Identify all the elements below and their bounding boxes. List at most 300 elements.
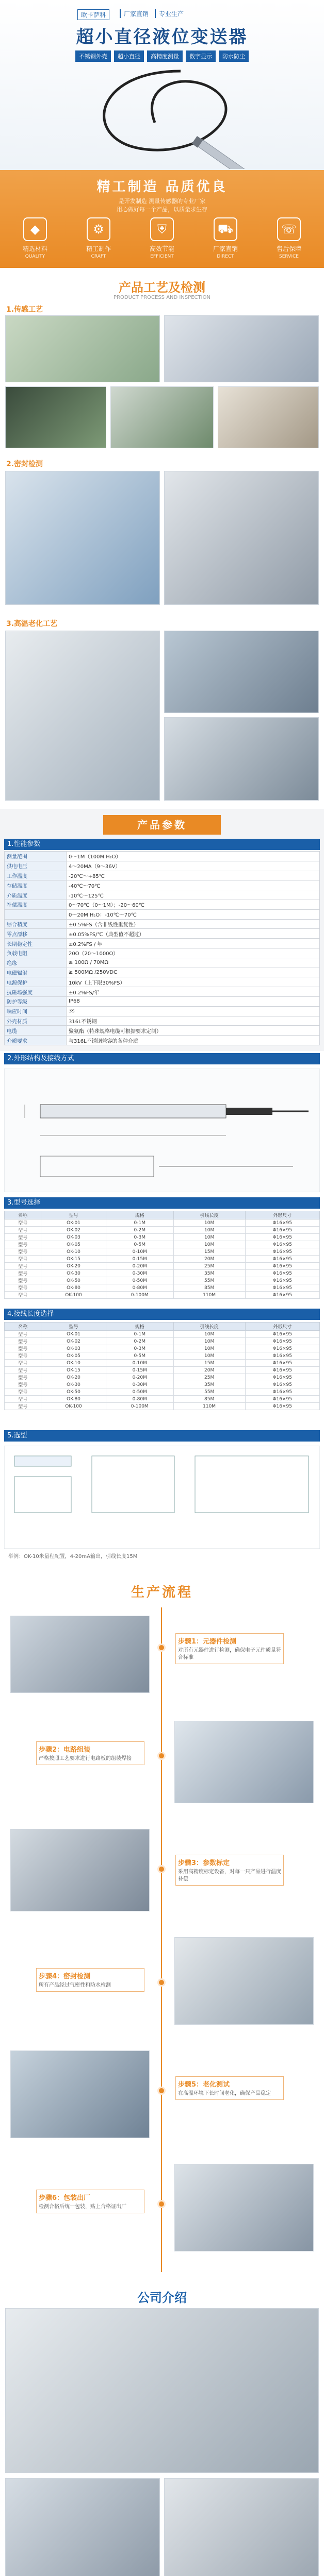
table-cell: OK-10	[41, 1360, 106, 1367]
table-row	[5, 1352, 320, 1360]
column-header: 规格	[106, 1211, 173, 1219]
table-cell: 型号	[5, 1331, 41, 1338]
table-row	[5, 1374, 320, 1381]
table-cell: 0-10M	[106, 1360, 173, 1367]
table-cell: 10M	[173, 1338, 245, 1345]
table-cell: 型号	[5, 1381, 41, 1388]
table-row	[5, 1403, 320, 1410]
table-cell: OK-03	[41, 1345, 106, 1352]
param-value: IP68	[67, 996, 320, 1006]
brand-tag: 欧卡萨科	[77, 9, 109, 20]
param-value: ≥ 100Ω / 70MΩ	[67, 958, 320, 968]
table-cell: Φ16×95	[245, 1219, 320, 1227]
param-row	[5, 890, 320, 900]
param-value: 聚氨酯（特殊规格电缆可根据要求定制）	[67, 1026, 320, 1036]
step-title: 步骤5：老化测试	[178, 2081, 230, 2089]
table-cell: 10M	[173, 1331, 245, 1338]
table-cell: OK-05	[41, 1352, 106, 1360]
table-cell: 0-50M	[106, 1388, 173, 1396]
param-key: 长期稳定性	[5, 939, 67, 948]
param-key: 测量范围	[5, 852, 67, 861]
headset-icon: ☏	[277, 217, 301, 241]
params-banner: 产品参数	[103, 815, 221, 835]
param-value: 与316L不锈钢兼容的各种介质	[67, 1036, 320, 1045]
table-cell: 型号	[5, 1263, 41, 1270]
table-cell: Φ16×95	[245, 1331, 320, 1338]
table-cell: Φ16×95	[245, 1234, 320, 1241]
column-header: 外形尺寸	[245, 1211, 320, 1219]
table-cell: 55M	[173, 1388, 245, 1396]
table-cell: 0-80M	[106, 1284, 173, 1292]
table-cell: Φ16×95	[245, 1248, 320, 1256]
param-value: ±0.05%FS/℃（典型值不超过）	[67, 929, 320, 939]
table-cell: 25M	[173, 1374, 245, 1381]
chip: 数字显示	[186, 50, 216, 62]
table-cell: OK-30	[41, 1270, 106, 1277]
param-key: 介质要求	[5, 1036, 67, 1045]
selection-header: 5.选型	[4, 1430, 320, 1442]
param-value: 0～20M H₂O：-10℃～70℃	[67, 909, 320, 919]
table-row	[5, 1219, 320, 1227]
table-cell: Φ16×95	[245, 1256, 320, 1263]
table-cell: OK-20	[41, 1374, 106, 1381]
table-cell: 0-30M	[106, 1270, 173, 1277]
param-value: 0～70℃（0～1M）；-20～60℃	[67, 900, 320, 909]
table-cell: Φ16×95	[245, 1367, 320, 1374]
table-cell: OK-30	[41, 1381, 106, 1388]
product-image	[62, 61, 268, 169]
param-value: 20Ω（20～1000Ω）	[67, 948, 320, 958]
table-cell: 型号	[5, 1248, 41, 1256]
param-value: ±0.2%FS/年	[67, 987, 320, 997]
process-photo	[164, 717, 319, 801]
stage-label: 1.传感工艺	[6, 306, 43, 314]
step-title: 步骤1：元器件检测	[178, 1638, 237, 1646]
slogan: 专业生产	[155, 9, 187, 18]
table-cell: 35M	[173, 1270, 245, 1277]
table-cell: 0-50M	[106, 1277, 173, 1284]
flow-photo	[174, 1937, 314, 2025]
table-cell: Φ16×95	[245, 1338, 320, 1345]
param-row	[5, 939, 320, 948]
flow-section	[0, 1566, 324, 2287]
table-cell: 型号	[5, 1403, 41, 1410]
flow-photo	[174, 1721, 314, 1803]
param-key: 抗磁场强度	[5, 987, 67, 997]
step-title: 步骤2：电路组装	[39, 1746, 91, 1754]
step-desc: 检测合格后统一包装，贴上合格证出厂	[39, 2204, 126, 2210]
table-cell: 0-15M	[106, 1367, 173, 1374]
table-cell: 10M	[173, 1234, 245, 1241]
param-key: 外壳材质	[5, 1016, 67, 1026]
table-row	[5, 1284, 320, 1292]
step-desc: 在高温环境下长时间老化，确保产品稳定	[178, 2091, 271, 2096]
param-key: 补偿温度	[5, 900, 67, 909]
selection-note: 举例：OK-10米量程配置，4-20mA输出，引线长度15M	[8, 1554, 138, 1560]
table-cell: 型号	[5, 1374, 41, 1381]
table-row	[5, 1277, 320, 1284]
feature-en: DIRECT	[217, 254, 234, 259]
param-key: 响应时间	[5, 1006, 67, 1016]
dims-section	[0, 1051, 324, 1566]
column-header: 名称	[5, 1211, 41, 1219]
table-cell: 0-20M	[106, 1374, 173, 1381]
chip: 高精度测量	[147, 50, 183, 62]
params-table	[4, 851, 320, 1045]
param-key: 电源保护	[5, 977, 67, 987]
table-cell: 0-80M	[106, 1396, 173, 1403]
length-table	[4, 1322, 320, 1410]
column-header: 外形尺寸	[245, 1323, 320, 1331]
table-cell: 型号	[5, 1234, 41, 1241]
process-photo	[110, 386, 214, 448]
table-cell: Φ16×95	[245, 1292, 320, 1299]
column-header: 引线长度	[173, 1323, 245, 1331]
param-row	[5, 880, 320, 890]
table-cell: Φ16×95	[245, 1403, 320, 1410]
flow-photo	[10, 1616, 150, 1693]
timeline-dot	[157, 1643, 166, 1652]
table-row	[5, 1248, 320, 1256]
table-cell: OK-01	[41, 1219, 106, 1227]
table-cell: 20M	[173, 1256, 245, 1263]
process-title: 产品工艺及检测	[119, 280, 205, 295]
table-cell: 85M	[173, 1284, 245, 1292]
flow-step	[36, 2190, 144, 2213]
process-photo	[164, 471, 319, 605]
table-cell: 0-3M	[106, 1234, 173, 1241]
params-header: 1.性能参数	[4, 839, 320, 850]
table-row	[5, 1360, 320, 1367]
feature-label: 售后保障	[276, 245, 301, 252]
table-cell: OK-100	[41, 1292, 106, 1299]
param-row	[5, 861, 320, 871]
timeline-dot	[157, 2200, 166, 2208]
param-row	[5, 871, 320, 880]
table-cell: 10M	[173, 1227, 245, 1234]
table-cell: OK-20	[41, 1263, 106, 1270]
table-cell: Φ16×95	[245, 1227, 320, 1234]
table-cell: 型号	[5, 1227, 41, 1234]
table-cell: 型号	[5, 1292, 41, 1299]
table-row	[5, 1263, 320, 1270]
table-cell: OK-03	[41, 1234, 106, 1241]
table-cell: 型号	[5, 1241, 41, 1248]
param-row	[5, 996, 320, 1006]
param-value: -10℃～125℃	[67, 890, 320, 900]
table-cell: 0-3M	[106, 1345, 173, 1352]
param-key: 综合精度	[5, 919, 67, 929]
param-value: ±0.5%FS（含非线性重复性）	[67, 919, 320, 929]
table-cell: 型号	[5, 1360, 41, 1367]
param-key: 介质温度	[5, 890, 67, 900]
table-cell: 0-2M	[106, 1227, 173, 1234]
param-value: 0～1M（100M H₂O）	[67, 852, 320, 861]
table-cell: 型号	[5, 1284, 41, 1292]
process-photo	[164, 315, 319, 382]
table-cell: Φ16×95	[245, 1345, 320, 1352]
param-key: 工作温度	[5, 871, 67, 880]
company-photo	[164, 2478, 319, 2576]
timeline-dot	[157, 1752, 166, 1760]
process-photo	[5, 471, 160, 605]
param-row	[5, 919, 320, 929]
table-cell: 0-1M	[106, 1331, 173, 1338]
table-cell: 85M	[173, 1396, 245, 1403]
timeline-dot	[157, 1865, 166, 1873]
feature-item	[76, 217, 121, 259]
table-row	[5, 1396, 320, 1403]
table-cell: 0-100M	[106, 1403, 173, 1410]
table-cell: Φ16×95	[245, 1270, 320, 1277]
feature-label: 精选材料	[22, 245, 47, 252]
gear-icon: ⚙	[87, 217, 110, 241]
param-row	[5, 1016, 320, 1026]
param-row	[5, 948, 320, 958]
param-row	[5, 958, 320, 968]
table-cell: 110M	[173, 1403, 245, 1410]
flow-title: 生产流程	[131, 1585, 193, 1600]
param-row	[5, 852, 320, 861]
slogans	[120, 9, 187, 18]
params-section	[0, 809, 324, 1051]
step-desc: 采用高精度标定设备，对每一只产品进行温度补偿	[178, 1869, 281, 1882]
param-value: 316L不锈钢	[67, 1016, 320, 1026]
table-cell: 0-2M	[106, 1338, 173, 1345]
step-desc: 所有产品经过气密性和防水检测	[39, 1982, 111, 1988]
table-cell: 25M	[173, 1263, 245, 1270]
flow-photo	[10, 1829, 150, 1911]
param-key: 电磁辐射	[5, 968, 67, 977]
param-row	[5, 987, 320, 997]
table-row	[5, 1270, 320, 1277]
table-cell: 55M	[173, 1277, 245, 1284]
table-header	[5, 1323, 320, 1331]
param-row	[5, 929, 320, 939]
timeline-dot	[157, 2087, 166, 2095]
table-row	[5, 1256, 320, 1263]
param-value: ±0.2%FS / 年	[67, 939, 320, 948]
process-en: PRODUCT PROCESS AND INSPECTION	[114, 295, 210, 300]
table-row	[5, 1331, 320, 1338]
process-photo	[164, 631, 319, 713]
step-title: 步骤4：密封检测	[39, 1973, 91, 1980]
chip: 防水防尘	[219, 50, 249, 62]
param-value: 10kV（上下限30%FS）	[67, 977, 320, 987]
table-cell: 0-10M	[106, 1248, 173, 1256]
param-value: -20℃～+85℃	[67, 871, 320, 880]
chip: 超小直径	[114, 50, 144, 62]
quality-sub: 用心做好每一个产品，以质量求生存	[117, 206, 207, 213]
table-cell: 型号	[5, 1277, 41, 1284]
flow-step	[175, 2076, 284, 2100]
table-cell: Φ16×95	[245, 1381, 320, 1388]
param-key: 零点漂移	[5, 929, 67, 939]
model-header: 3.型号选择	[4, 1197, 320, 1209]
feature-row	[12, 217, 312, 259]
diamond-icon: ◆	[23, 217, 47, 241]
step-desc: 对所有元器件进行检测，确保电子元件质量符合标准	[178, 1648, 281, 1660]
product-title: 超小直径液位变送器	[76, 27, 248, 47]
table-cell: 型号	[5, 1338, 41, 1345]
table-cell: 35M	[173, 1381, 245, 1388]
table-cell: OK-80	[41, 1396, 106, 1403]
table-cell: 10M	[173, 1352, 245, 1360]
flow-timeline	[161, 1607, 162, 2272]
param-row	[5, 900, 320, 909]
column-header: 引线长度	[173, 1211, 245, 1219]
company-photo	[5, 2478, 160, 2576]
table-cell: Φ16×95	[245, 1263, 320, 1270]
stage-label: 2.密封检测	[6, 460, 43, 468]
truck-icon: ⛟	[214, 217, 237, 241]
param-key: 存储温度	[5, 880, 67, 890]
quality-sub: 是开发制造 测量传感器的专业厂家	[118, 198, 206, 205]
table-row	[5, 1367, 320, 1374]
table-cell: 型号	[5, 1396, 41, 1403]
table-cell: 型号	[5, 1270, 41, 1277]
step-title: 步骤6：包装出厂	[39, 2194, 91, 2202]
process-photo	[5, 386, 106, 448]
table-row	[5, 1381, 320, 1388]
hero-section	[0, 0, 324, 170]
model-table	[4, 1211, 320, 1299]
table-cell: OK-80	[41, 1284, 106, 1292]
table-header	[5, 1211, 320, 1219]
table-cell: OK-02	[41, 1338, 106, 1345]
table-cell: 10M	[173, 1219, 245, 1227]
table-cell: 110M	[173, 1292, 245, 1299]
flow-step	[36, 1741, 144, 1765]
table-cell: OK-05	[41, 1241, 106, 1248]
stage-label: 3.高温老化工艺	[6, 620, 58, 628]
table-cell: 型号	[5, 1367, 41, 1374]
company-photo	[5, 2308, 319, 2473]
table-cell: OK-50	[41, 1388, 106, 1396]
table-cell: 10M	[173, 1345, 245, 1352]
param-key: 供电电压	[5, 861, 67, 871]
table-cell: 20M	[173, 1367, 245, 1374]
table-cell: 0-5M	[106, 1352, 173, 1360]
param-key: 防护等级	[5, 996, 67, 1006]
feature-en: QUALITY	[25, 254, 45, 259]
feature-en: EFFICIENT	[150, 254, 174, 259]
table-cell: 15M	[173, 1248, 245, 1256]
process-photo	[218, 386, 319, 448]
process-photo	[5, 631, 160, 801]
table-row	[5, 1345, 320, 1352]
flow-step	[175, 1633, 284, 1664]
table-cell: 型号	[5, 1345, 41, 1352]
selection-diagram	[4, 1446, 320, 1549]
param-row	[5, 1026, 320, 1036]
column-header: 型号	[41, 1211, 106, 1219]
param-row	[5, 968, 320, 977]
table-cell: Φ16×95	[245, 1374, 320, 1381]
param-key: 绝缘	[5, 958, 67, 968]
column-header: 规格	[106, 1323, 173, 1331]
table-cell: Φ16×95	[245, 1360, 320, 1367]
table-row	[5, 1292, 320, 1299]
table-cell: Φ16×95	[245, 1388, 320, 1396]
quality-title: 精工制造 品质优良	[96, 179, 228, 195]
table-row	[5, 1227, 320, 1234]
param-value: 4～20MA（9～36V）	[67, 861, 320, 871]
table-cell: 0-1M	[106, 1219, 173, 1227]
feature-label: 高效节能	[149, 245, 174, 252]
table-cell: OK-10	[41, 1248, 106, 1256]
chip: 不锈钢外壳	[75, 50, 111, 62]
param-row	[5, 977, 320, 987]
feature-label: 精工制作	[86, 245, 111, 252]
feature-item	[12, 217, 58, 259]
table-cell: Φ16×95	[245, 1352, 320, 1360]
table-cell: 0-30M	[106, 1381, 173, 1388]
table-cell: OK-50	[41, 1277, 106, 1284]
flow-photo	[10, 2050, 150, 2138]
param-key: 负载电阻	[5, 948, 67, 958]
feature-item	[139, 217, 185, 259]
table-cell: OK-15	[41, 1256, 106, 1263]
table-cell: OK-100	[41, 1403, 106, 1410]
table-cell: Φ16×95	[245, 1396, 320, 1403]
table-cell: OK-02	[41, 1227, 106, 1234]
feature-item	[266, 217, 312, 259]
table-cell: 0-100M	[106, 1292, 173, 1299]
table-row	[5, 1338, 320, 1345]
table-cell: 0-15M	[106, 1256, 173, 1263]
param-key	[5, 909, 67, 919]
timeline-dot	[157, 1978, 166, 1987]
table-cell: 型号	[5, 1219, 41, 1227]
table-cell: 15M	[173, 1360, 245, 1367]
table-cell: 型号	[5, 1256, 41, 1263]
step-desc: 严格按照工艺要求进行电路板的组装焊接	[39, 1756, 132, 1761]
table-cell: 10M	[173, 1241, 245, 1248]
feature-en: SERVICE	[279, 254, 299, 259]
company-section	[0, 2287, 324, 2576]
flow-step	[36, 1968, 144, 1992]
feature-en: CRAFT	[91, 254, 106, 259]
feature-item	[203, 217, 248, 259]
param-value: 3s	[67, 1006, 320, 1016]
table-row	[5, 1234, 320, 1241]
step-title: 步骤3：参数标定	[178, 1859, 230, 1867]
slogan: 厂家直销	[120, 9, 152, 18]
param-row	[5, 909, 320, 919]
column-header: 名称	[5, 1323, 41, 1331]
flow-step	[175, 1855, 284, 1886]
table-cell: Φ16×95	[245, 1284, 320, 1292]
table-row	[5, 1241, 320, 1248]
table-cell: 型号	[5, 1352, 41, 1360]
table-row	[5, 1388, 320, 1396]
table-cell: Φ16×95	[245, 1277, 320, 1284]
param-row	[5, 1006, 320, 1016]
param-row	[5, 1036, 320, 1045]
column-header: 型号	[41, 1323, 106, 1331]
table-cell: OK-15	[41, 1367, 106, 1374]
feature-chips	[0, 50, 324, 62]
table-cell: 型号	[5, 1388, 41, 1396]
company-title: 公司介绍	[137, 2291, 187, 2305]
table-cell: 0-20M	[106, 1263, 173, 1270]
dimension-drawing	[4, 1069, 320, 1192]
param-value: ≥ 500MΩ /250VDC	[67, 968, 320, 977]
table-cell: 0-5M	[106, 1241, 173, 1248]
process-section	[0, 268, 324, 809]
param-value: -40℃～70℃	[67, 880, 320, 890]
